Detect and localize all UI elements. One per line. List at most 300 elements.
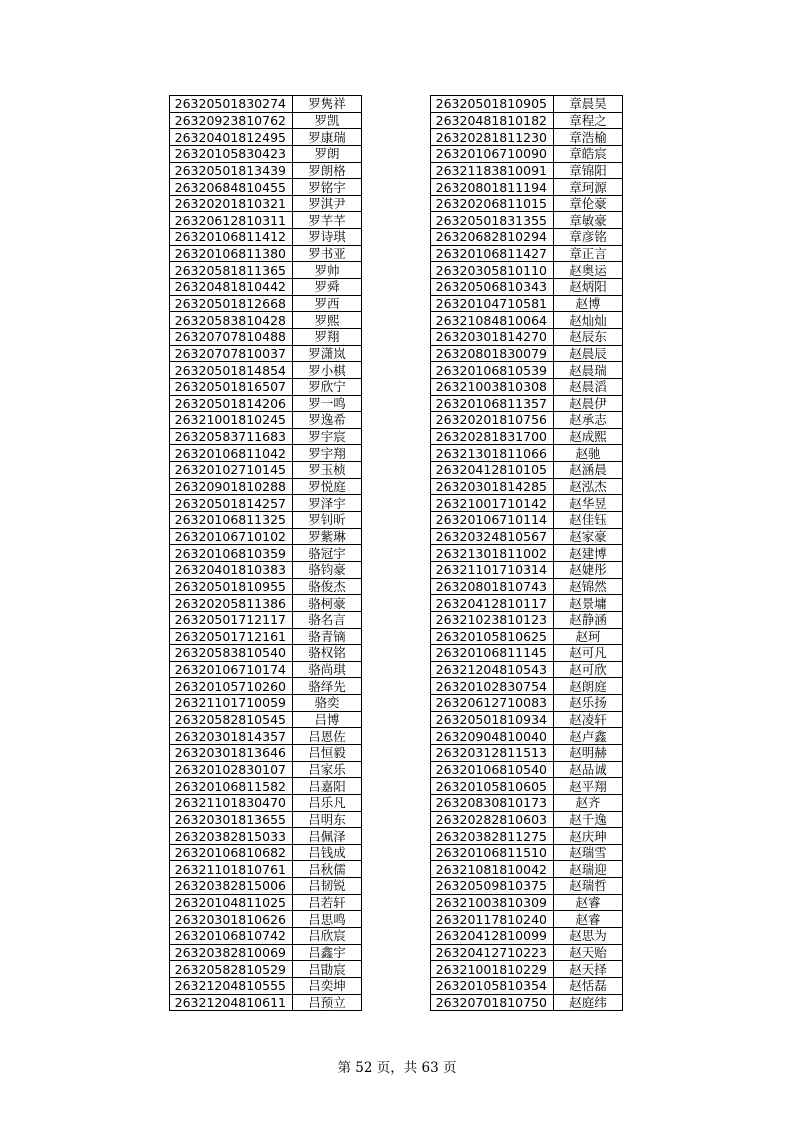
table-row (431, 245, 623, 262)
student-name-cell: 罗潇岚 (293, 345, 362, 362)
student-name-cell: 罗凯 (293, 112, 362, 129)
student-id-cell: 26320707810488 (170, 328, 293, 345)
table-row (431, 112, 623, 129)
student-id-cell: 26320106710102 (170, 528, 293, 545)
table-row (431, 977, 623, 994)
student-name-cell: 赵泓杰 (554, 478, 623, 495)
table-row (431, 911, 623, 928)
student-id-cell: 26320102830754 (431, 678, 554, 695)
student-name-cell: 赵瑞迎 (554, 861, 623, 878)
student-id-cell: 26320382811275 (431, 828, 554, 845)
table-row (170, 412, 362, 429)
table-row (170, 928, 362, 945)
student-id-cell: 26320801811194 (431, 179, 554, 196)
table-row (431, 811, 623, 828)
student-name-cell: 赵建博 (554, 545, 623, 562)
student-id-cell: 26320382815006 (170, 878, 293, 895)
student-name-cell: 吕勖宸 (293, 961, 362, 978)
student-id-cell: 26320501814206 (170, 395, 293, 412)
student-id-cell: 26320501813439 (170, 162, 293, 179)
table-row (431, 778, 623, 795)
student-id-cell: 26320324810567 (431, 528, 554, 545)
table-row (170, 96, 362, 113)
student-name-cell: 吕预立 (293, 994, 362, 1011)
student-name-cell: 赵平翔 (554, 778, 623, 795)
student-id-cell: 26320106811357 (431, 395, 554, 412)
table-row (431, 428, 623, 445)
student-name-cell: 赵家豪 (554, 528, 623, 545)
student-id-cell: 26321204810543 (431, 661, 554, 678)
table-row (431, 828, 623, 845)
student-name-cell: 骆权铭 (293, 645, 362, 662)
student-id-cell: 26320707810037 (170, 345, 293, 362)
student-name-cell: 骆冠宇 (293, 545, 362, 562)
table-row (170, 428, 362, 445)
student-name-cell: 罗帅 (293, 262, 362, 279)
table-row (431, 728, 623, 745)
table-row (170, 395, 362, 412)
student-id-cell: 26320106810359 (170, 545, 293, 562)
student-name-cell: 骆尚琪 (293, 661, 362, 678)
table-row (431, 129, 623, 146)
table-row (170, 794, 362, 811)
table-row (431, 994, 623, 1011)
student-name-cell: 赵奥运 (554, 262, 623, 279)
table-row (170, 977, 362, 994)
table-row (431, 362, 623, 379)
student-id-cell: 26321003810308 (431, 378, 554, 395)
table-row (431, 711, 623, 728)
student-id-cell: 26320301810626 (170, 911, 293, 928)
student-id-cell: 26320501810955 (170, 578, 293, 595)
table-row (170, 129, 362, 146)
student-name-cell: 吕博 (293, 711, 362, 728)
student-id-cell: 26320102710145 (170, 462, 293, 479)
student-id-cell: 26321101710059 (170, 695, 293, 712)
student-id-cell: 26320581811365 (170, 262, 293, 279)
table-row (431, 195, 623, 212)
table-row (170, 894, 362, 911)
student-name-cell: 赵天贻 (554, 944, 623, 961)
student-name-cell: 吕韧锐 (293, 878, 362, 895)
student-id-cell: 26320106811412 (170, 229, 293, 246)
student-id-cell: 26321101710314 (431, 561, 554, 578)
student-name-cell: 吕嘉阳 (293, 778, 362, 795)
table-row (431, 861, 623, 878)
table-row (431, 678, 623, 695)
student-id-cell: 26320106810540 (431, 761, 554, 778)
table-row (170, 345, 362, 362)
table-row (170, 778, 362, 795)
student-id-cell: 26320106811145 (431, 645, 554, 662)
student-name-cell: 赵恬磊 (554, 977, 623, 994)
table-row (431, 162, 623, 179)
table-row (431, 744, 623, 761)
student-table-left (169, 95, 362, 1011)
student-name-cell: 章敏豪 (554, 212, 623, 229)
student-name-cell: 吕鑫宇 (293, 944, 362, 961)
table-row (431, 645, 623, 662)
table-row (170, 811, 362, 828)
table-row (431, 512, 623, 529)
student-name-cell: 赵灿灿 (554, 312, 623, 329)
student-name-cell: 赵博 (554, 295, 623, 312)
student-name-cell: 罗翔 (293, 328, 362, 345)
student-id-cell: 26320106810682 (170, 844, 293, 861)
student-name-cell: 罗西 (293, 295, 362, 312)
student-name-cell: 罗朗 (293, 145, 362, 162)
student-id-cell: 26320281811230 (431, 129, 554, 146)
table-row (431, 179, 623, 196)
student-id-cell: 26320282810603 (431, 811, 554, 828)
student-name-cell: 赵瑞哲 (554, 878, 623, 895)
student-id-cell: 26320301814357 (170, 728, 293, 745)
student-id-cell: 26320801810743 (431, 578, 554, 595)
student-name-cell: 骆柯豪 (293, 595, 362, 612)
student-id-cell: 26320201810321 (170, 195, 293, 212)
table-row (170, 828, 362, 845)
student-name-cell: 赵庆珅 (554, 828, 623, 845)
student-name-cell: 罗欣宁 (293, 378, 362, 395)
table-row (170, 695, 362, 712)
table-row (431, 96, 623, 113)
student-name-cell: 罗逸希 (293, 412, 362, 429)
student-name-cell: 罗一鸣 (293, 395, 362, 412)
student-id-cell: 26320106810742 (170, 928, 293, 945)
table-row (170, 112, 362, 129)
table-row (170, 545, 362, 562)
student-name-cell: 吕恒毅 (293, 744, 362, 761)
table-row (170, 229, 362, 246)
table-row (431, 312, 623, 329)
student-id-cell: 26320301814285 (431, 478, 554, 495)
student-name-cell: 章伦豪 (554, 195, 623, 212)
student-id-cell: 26320104710581 (431, 295, 554, 312)
student-id-cell: 26320501812668 (170, 295, 293, 312)
student-name-cell: 吕家乐 (293, 761, 362, 778)
table-row (170, 744, 362, 761)
table-row (431, 145, 623, 162)
student-id-cell: 26320701810750 (431, 994, 554, 1011)
student-name-cell: 章皓宸 (554, 145, 623, 162)
table-row (170, 362, 362, 379)
student-id-cell: 26320412810099 (431, 928, 554, 945)
student-id-cell: 26321001710142 (431, 495, 554, 512)
student-id-cell: 26320412710223 (431, 944, 554, 961)
table-row (431, 328, 623, 345)
student-name-cell: 罗钊昕 (293, 512, 362, 529)
table-row (431, 878, 623, 895)
page-footer: 第 52 页，共 63 页 (337, 1060, 457, 1076)
table-row (431, 295, 623, 312)
student-name-cell: 赵佳钰 (554, 512, 623, 529)
table-row (431, 695, 623, 712)
student-id-cell: 26321204810611 (170, 994, 293, 1011)
student-id-cell: 26320501810905 (431, 96, 554, 113)
student-id-cell: 26320501712117 (170, 611, 293, 628)
student-name-cell: 骆青镝 (293, 628, 362, 645)
table-row (431, 894, 623, 911)
student-name-cell: 赵思为 (554, 928, 623, 945)
student-id-cell: 26321204810555 (170, 977, 293, 994)
student-name-cell: 赵凌轩 (554, 711, 623, 728)
student-name-cell: 吕钱成 (293, 844, 362, 861)
student-name-cell: 吕若轩 (293, 894, 362, 911)
student-id-cell: 26320401810383 (170, 561, 293, 578)
table-row (431, 661, 623, 678)
student-name-cell: 罗康瑞 (293, 129, 362, 146)
student-name-cell: 吕思鸣 (293, 911, 362, 928)
table-row (431, 928, 623, 945)
table-row (431, 262, 623, 279)
student-id-cell: 26320901810288 (170, 478, 293, 495)
table-row (170, 179, 362, 196)
student-name-cell: 赵晨瑞 (554, 362, 623, 379)
student-id-cell: 26320105810625 (431, 628, 554, 645)
table-row (170, 878, 362, 895)
student-id-cell: 26320106811042 (170, 445, 293, 462)
table-row (170, 561, 362, 578)
student-name-cell: 赵静涵 (554, 611, 623, 628)
student-name-cell: 赵晨伊 (554, 395, 623, 412)
student-id-cell: 26320312811513 (431, 744, 554, 761)
student-id-cell: 26320501712161 (170, 628, 293, 645)
student-table-right (430, 95, 623, 1011)
student-id-cell: 26321301811066 (431, 445, 554, 462)
student-id-cell: 26320904810040 (431, 728, 554, 745)
student-id-cell: 26320106811510 (431, 844, 554, 861)
table-row (170, 844, 362, 861)
student-id-cell: 26320106710090 (431, 145, 554, 162)
table-row (431, 212, 623, 229)
student-id-cell: 26320305810110 (431, 262, 554, 279)
table-row (170, 512, 362, 529)
student-id-cell: 26320281831700 (431, 428, 554, 445)
student-name-cell: 罗玉桢 (293, 462, 362, 479)
student-id-cell: 26320106811380 (170, 245, 293, 262)
table-row (431, 478, 623, 495)
table-row (431, 462, 623, 479)
student-id-cell: 26321023810123 (431, 611, 554, 628)
student-id-cell: 26320682810294 (431, 229, 554, 246)
student-name-cell: 赵景墉 (554, 595, 623, 612)
student-id-cell: 26320501830274 (170, 96, 293, 113)
table-row (170, 495, 362, 512)
student-name-cell: 赵千逸 (554, 811, 623, 828)
student-name-cell: 罗淇尹 (293, 195, 362, 212)
student-id-cell: 26320501814257 (170, 495, 293, 512)
student-name-cell: 赵睿 (554, 894, 623, 911)
student-id-cell: 26320106810539 (431, 362, 554, 379)
table-row (431, 495, 623, 512)
table-row (170, 861, 362, 878)
student-name-cell: 章珂源 (554, 179, 623, 196)
table-row (431, 279, 623, 296)
student-name-cell: 罗紫琳 (293, 528, 362, 545)
student-name-cell: 赵可凡 (554, 645, 623, 662)
student-name-cell: 章锦阳 (554, 162, 623, 179)
table-row (431, 229, 623, 246)
student-id-cell: 26321101830470 (170, 794, 293, 811)
student-name-cell: 骆钧豪 (293, 561, 362, 578)
table-row (170, 728, 362, 745)
student-name-cell: 赵晨滔 (554, 378, 623, 395)
student-id-cell: 26320106811427 (431, 245, 554, 262)
student-name-cell: 赵睿 (554, 911, 623, 928)
student-name-cell: 罗书亚 (293, 245, 362, 262)
student-name-cell: 赵涵晨 (554, 462, 623, 479)
student-name-cell: 赵天择 (554, 961, 623, 978)
student-id-cell: 26320106710174 (170, 661, 293, 678)
student-name-cell: 吕乐凡 (293, 794, 362, 811)
table-row (170, 262, 362, 279)
table-row (431, 545, 623, 562)
student-id-cell: 26320205811386 (170, 595, 293, 612)
student-id-cell: 26320506810343 (431, 279, 554, 296)
student-id-cell: 26321183810091 (431, 162, 554, 179)
student-id-cell: 26320117810240 (431, 911, 554, 928)
student-id-cell: 26320801830079 (431, 345, 554, 362)
student-name-cell: 赵瑞雪 (554, 844, 623, 861)
student-name-cell: 赵承志 (554, 412, 623, 429)
student-name-cell: 赵乐扬 (554, 695, 623, 712)
student-id-cell: 26320106710114 (431, 512, 554, 529)
student-name-cell: 吕欣宸 (293, 928, 362, 945)
table-row (170, 994, 362, 1011)
student-name-cell: 赵明赫 (554, 744, 623, 761)
student-name-cell: 罗芊芊 (293, 212, 362, 229)
student-name-cell: 赵庭纬 (554, 994, 623, 1011)
student-id-cell: 26320583810428 (170, 312, 293, 329)
student-name-cell: 吕秋儒 (293, 861, 362, 878)
student-id-cell: 26320830810173 (431, 794, 554, 811)
table-row (170, 911, 362, 928)
student-id-cell: 26320201810756 (431, 412, 554, 429)
student-id-cell: 26320102830107 (170, 761, 293, 778)
student-id-cell: 26320583711683 (170, 428, 293, 445)
table-row (431, 595, 623, 612)
table-row (170, 445, 362, 462)
student-name-cell: 罗熙 (293, 312, 362, 329)
student-id-cell: 26320105810354 (431, 977, 554, 994)
student-id-cell: 26320105710260 (170, 678, 293, 695)
table-row (170, 661, 362, 678)
student-name-cell: 章程之 (554, 112, 623, 129)
student-id-cell: 26320501831355 (431, 212, 554, 229)
student-id-cell: 26321001810229 (431, 961, 554, 978)
student-id-cell: 26320106811325 (170, 512, 293, 529)
student-name-cell: 骆绎先 (293, 678, 362, 695)
table-row (170, 711, 362, 728)
student-id-cell: 26321081810042 (431, 861, 554, 878)
student-id-cell: 26320582810545 (170, 711, 293, 728)
student-name-cell: 吕明东 (293, 811, 362, 828)
student-name-cell: 赵品诚 (554, 761, 623, 778)
student-name-cell: 赵朗庭 (554, 678, 623, 695)
student-name-cell: 罗泽宇 (293, 495, 362, 512)
student-name-cell: 章彦铭 (554, 229, 623, 246)
table-row (431, 628, 623, 645)
student-id-cell: 26320612810311 (170, 212, 293, 229)
student-name-cell: 赵可欣 (554, 661, 623, 678)
student-table-right-body (431, 96, 623, 1011)
table-row (431, 345, 623, 362)
student-id-cell: 26320501814854 (170, 362, 293, 379)
table-row (170, 611, 362, 628)
table-row (170, 645, 362, 662)
table-row (170, 628, 362, 645)
student-name-cell: 赵炳阳 (554, 279, 623, 296)
student-name-cell: 罗小棋 (293, 362, 362, 379)
student-name-cell: 赵齐 (554, 794, 623, 811)
table-row (170, 195, 362, 212)
student-id-cell: 26320301814270 (431, 328, 554, 345)
table-row (431, 611, 623, 628)
student-name-cell: 骆奕 (293, 695, 362, 712)
student-id-cell: 26320501816507 (170, 378, 293, 395)
student-id-cell: 26320923810762 (170, 112, 293, 129)
table-row (170, 145, 362, 162)
student-name-cell: 赵锦然 (554, 578, 623, 595)
student-name-cell: 赵成熙 (554, 428, 623, 445)
table-row (431, 528, 623, 545)
student-id-cell: 26320412810117 (431, 595, 554, 612)
table-row (170, 378, 362, 395)
table-row (431, 794, 623, 811)
table-row (170, 944, 362, 961)
student-name-cell: 罗诗琪 (293, 229, 362, 246)
student-name-cell: 章正言 (554, 245, 623, 262)
student-name-cell: 罗朗格 (293, 162, 362, 179)
student-id-cell: 26320105810605 (431, 778, 554, 795)
student-table-left-body (170, 96, 362, 1011)
student-name-cell: 章浩榆 (554, 129, 623, 146)
student-name-cell: 吕奕坤 (293, 977, 362, 994)
student-name-cell: 罗悦庭 (293, 478, 362, 495)
student-id-cell: 26320612710083 (431, 695, 554, 712)
student-name-cell: 赵晨辰 (554, 345, 623, 362)
student-id-cell: 26320582810529 (170, 961, 293, 978)
table-row (170, 245, 362, 262)
student-name-cell: 吕佩泽 (293, 828, 362, 845)
student-name-cell: 赵辰东 (554, 328, 623, 345)
student-name-cell: 罗铭宇 (293, 179, 362, 196)
student-name-cell: 吕恩佐 (293, 728, 362, 745)
student-id-cell: 26321003810309 (431, 894, 554, 911)
student-name-cell: 骆俊杰 (293, 578, 362, 595)
student-name-cell: 章晨昊 (554, 96, 623, 113)
table-row (170, 761, 362, 778)
student-id-cell: 26321301811002 (431, 545, 554, 562)
student-id-cell: 26320382810069 (170, 944, 293, 961)
table-row (431, 412, 623, 429)
student-id-cell: 26321101810761 (170, 861, 293, 878)
table-row (431, 378, 623, 395)
table-row (170, 961, 362, 978)
table-row (431, 844, 623, 861)
student-name-cell: 罗隽祥 (293, 96, 362, 113)
student-name-cell: 赵驰 (554, 445, 623, 462)
student-name-cell: 赵华昱 (554, 495, 623, 512)
table-row (431, 961, 623, 978)
student-name-cell: 赵珂 (554, 628, 623, 645)
student-name-cell: 赵婕彤 (554, 561, 623, 578)
table-row (170, 328, 362, 345)
student-id-cell: 26320301813655 (170, 811, 293, 828)
table-row (431, 561, 623, 578)
table-row (431, 578, 623, 595)
table-row (170, 279, 362, 296)
